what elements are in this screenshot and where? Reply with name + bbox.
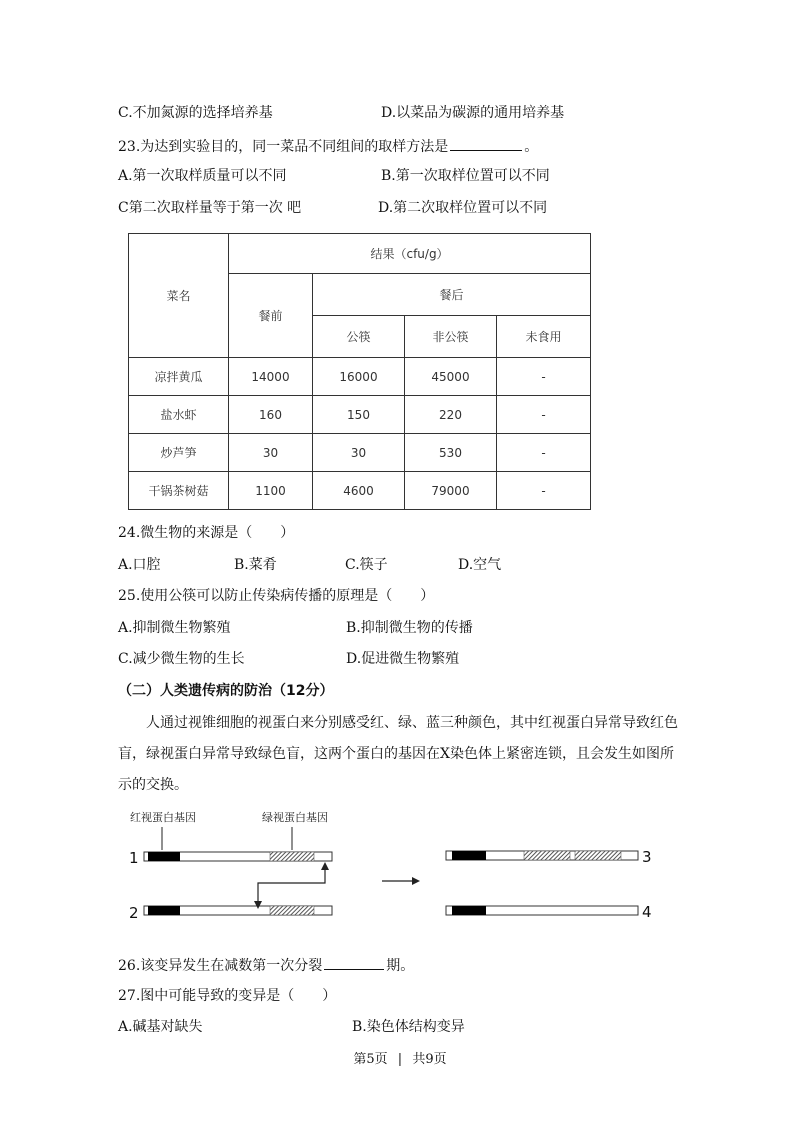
header-public-chopsticks: 公筷 (313, 316, 405, 358)
chromosome-1-label: 1 (129, 849, 139, 867)
q27-option-b: B.染色体结构变异 (352, 1019, 465, 1035)
q25-stem: 25.使用公筷可以防止传染病传播的原理是（ ） (118, 588, 435, 604)
table-cell: 150 (313, 396, 405, 434)
q25-option-b: B.抑制微生物的传播 (346, 620, 473, 636)
table-cell: 220 (405, 396, 497, 434)
q23-answer-blank (450, 136, 522, 151)
table-cell: 4600 (313, 472, 405, 510)
page-footer (0, 1048, 800, 1067)
q26-answer-blank (324, 955, 384, 970)
header-result: 结果（cfu/g） (229, 234, 591, 274)
chromosome-2-label: 2 (129, 904, 139, 922)
chromosome-4-label: 4 (642, 903, 652, 921)
chromosome-3-green-gene-2 (575, 851, 621, 860)
results-table (128, 233, 591, 510)
q23-stem-text: 23.为达到实验目的，同一菜品不同组间的取样方法是 (118, 139, 449, 155)
header-after-meal: 餐后 (313, 274, 591, 316)
paragraph-line-3: 示的交换。 (118, 777, 188, 793)
q23-stem (118, 136, 538, 156)
table-cell: 1100 (229, 472, 313, 510)
table-cell: - (497, 358, 591, 396)
chromosome-3-label: 3 (642, 848, 652, 866)
green-gene-label: 绿视蛋白基因 (262, 811, 328, 824)
chromosome-3-red-gene (452, 851, 486, 860)
paragraph-line-2: 盲，绿视蛋白异常导致绿色盲，这两个蛋白的基因在X染色体上紧密连锁，且会发生如图所 (118, 746, 674, 762)
paragraph-line-1: 人通过视锥细胞的视蛋白来分别感受红、绿、蓝三种颜色，其中红视蛋白异常导致红色 (146, 715, 678, 731)
table-cell: 干锅茶树菇 (129, 472, 229, 510)
q25-option-d: D.促进微生物繁殖 (346, 651, 460, 667)
q24-option-c: C.筷子 (345, 557, 388, 573)
header-non-public-chopsticks: 非公筷 (405, 316, 497, 358)
table-cell: 45000 (405, 358, 497, 396)
table-cell: 14000 (229, 358, 313, 396)
q27-stem: 27.图中可能导致的变异是（ ） (118, 988, 337, 1004)
table-cell: 79000 (405, 472, 497, 510)
chromosome-2-green-gene (270, 906, 314, 915)
table-row (129, 472, 591, 510)
chromosome-3-green-gene-1 (524, 851, 570, 860)
table-cell: 炒芦笋 (129, 434, 229, 472)
q27-option-a: A.碱基对缺失 (118, 1019, 203, 1035)
q26-stem-text: 26.该变异发生在减数第一次分裂 (118, 958, 323, 974)
q22-option-d: D.以菜品为碳源的通用培养基 (381, 105, 565, 121)
footer-separator: | (397, 1052, 403, 1067)
crossover-diagram (120, 805, 660, 930)
q23-option-a: A.第一次取样质量可以不同 (118, 168, 287, 184)
chromosome-1-red-gene (148, 852, 180, 861)
header-before-meal: 餐前 (229, 274, 313, 358)
q23-stem-end: 。 (524, 139, 539, 155)
q23-option-d: D.第二次取样位置可以不同 (378, 200, 548, 216)
q23-option-b: B.第一次取样位置可以不同 (381, 168, 550, 184)
table-cell: 16000 (313, 358, 405, 396)
table-cell: - (497, 396, 591, 434)
table-cell: 凉拌黄瓜 (129, 358, 229, 396)
chromosome-1-green-gene (270, 852, 314, 861)
table-cell: 530 (405, 434, 497, 472)
q25-option-a: A.抑制微生物繁殖 (118, 620, 231, 636)
q22-option-c: C.不加氮源的选择培养基 (118, 105, 273, 121)
page-total: 共9页 (412, 1052, 447, 1067)
chromosome-4-red-gene (452, 906, 486, 915)
table-cell: - (497, 472, 591, 510)
q26-stem (118, 955, 414, 975)
chromosome-2-red-gene (148, 906, 180, 915)
red-gene-label: 红视蛋白基因 (130, 811, 196, 824)
table-row (129, 358, 591, 396)
table-cell: - (497, 434, 591, 472)
q26-stem-end: 期。 (386, 958, 415, 974)
q24-option-a: A.口腔 (118, 557, 161, 573)
q24-stem: 24.微生物的来源是（ ） (118, 525, 295, 541)
result-arrow (382, 877, 420, 885)
table-cell: 盐水虾 (129, 396, 229, 434)
table-cell: 30 (229, 434, 313, 472)
exchange-arrows (254, 862, 329, 909)
table-row (129, 396, 591, 434)
table-row (129, 434, 591, 472)
q24-option-d: D.空气 (458, 557, 502, 573)
header-dish: 菜名 (129, 234, 229, 358)
q23-option-c: C第二次取样量等于第一次 吧 (118, 200, 302, 216)
q24-option-b: B.菜肴 (234, 557, 277, 573)
header-not-eaten: 未食用 (497, 316, 591, 358)
page-number: 第5页 (353, 1052, 388, 1067)
q25-option-c: C.减少微生物的生长 (118, 651, 245, 667)
section-title: （二）人类遗传病的防治（12分） (118, 683, 334, 699)
table-cell: 30 (313, 434, 405, 472)
table-cell: 160 (229, 396, 313, 434)
